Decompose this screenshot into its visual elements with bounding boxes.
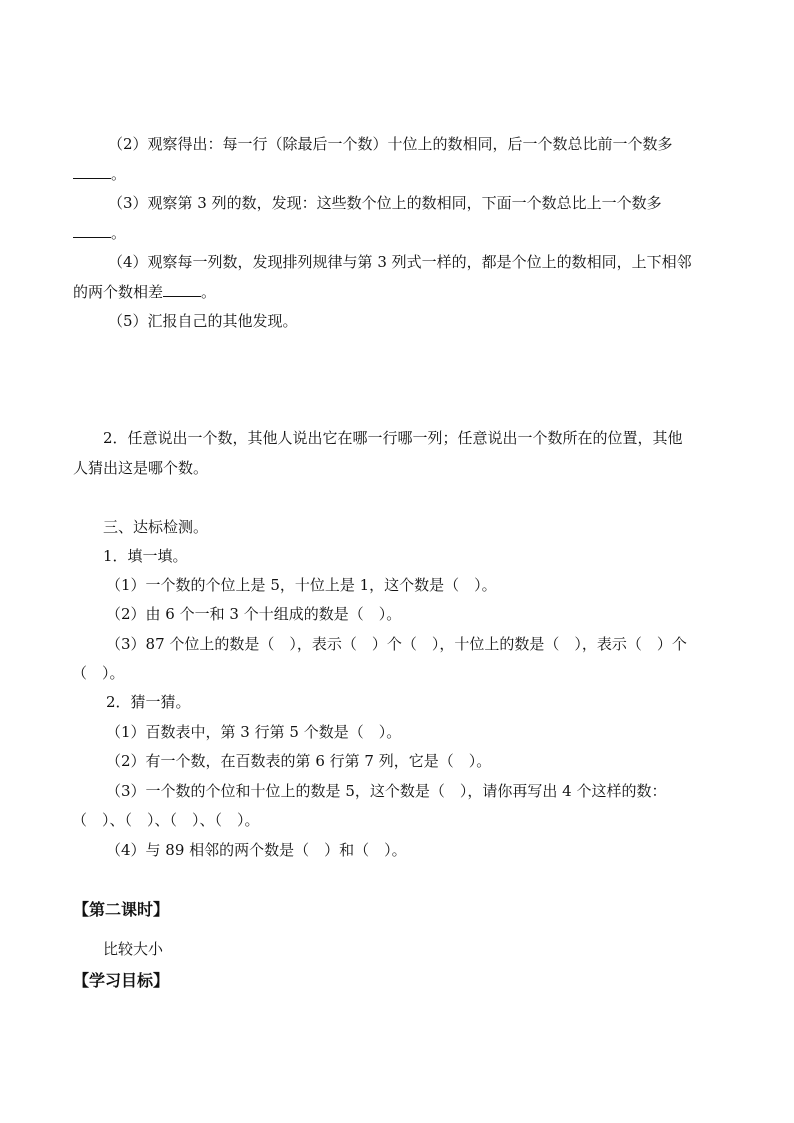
guess-question-1-text: （1）百数表中，第 3 行第 5 个数是（ ）。 — [106, 723, 402, 741]
item-3-line-1 — [0, 192, 794, 214]
item-2-line-2 — [0, 163, 794, 185]
fill-question-3-text-continued: （ ）。 — [72, 664, 125, 682]
guess-question-4-text: （4）与 89 相邻的两个数是（ ）和（ ）。 — [106, 841, 407, 859]
section-3-heading-text: 三、达标检测。 — [103, 518, 209, 536]
section-2-line-1 — [0, 427, 794, 449]
item-3-line-2 — [0, 222, 794, 244]
answer-blank[interactable] — [73, 164, 111, 179]
guess-question-4 — [0, 839, 794, 861]
fill-question-1 — [0, 574, 794, 596]
guess-question-3-line-2 — [0, 809, 794, 831]
item-4-text: （4）观察每一列数，发现排列规律与第 3 列式一样的，都是个位上的数相同，上下相邻 — [108, 253, 692, 271]
lesson-2-topic — [0, 938, 794, 960]
item-4-line-1 — [0, 251, 794, 273]
section-3-heading — [0, 516, 794, 538]
fill-title-text: 1．填一填。 — [103, 547, 188, 565]
period-text: 。 — [111, 165, 127, 183]
item-5-text: （5）汇报自己的其他发现。 — [108, 312, 298, 330]
item-4-line-2 — [0, 281, 794, 303]
fill-question-3-line-2 — [0, 662, 794, 684]
lesson-2-heading-text: 【第二课时】 — [73, 900, 170, 919]
fill-question-2-text: （2）由 6 个一和 3 个十组成的数是（ ）。 — [106, 605, 402, 623]
guess-question-2 — [0, 750, 794, 772]
section-2-line-2 — [0, 457, 794, 479]
answer-blank[interactable] — [163, 282, 201, 297]
section-2-text-continued: 人猜出这是哪个数。 — [73, 459, 209, 477]
section-2-text: 2．任意说出一个数，其他人说出它在哪一行哪一列；任意说出一个数所在的位置，其他 — [103, 429, 683, 447]
guess-question-3-text: （3）一个数的个位和十位上的数是 5，这个数是（ ），请你再写出 4 个这样的数： — [106, 782, 667, 800]
period-text: 。 — [111, 224, 127, 242]
fill-question-2 — [0, 603, 794, 625]
answer-blank[interactable] — [73, 223, 111, 238]
item-3-text: （3）观察第 3 列的数，发现：这些数个位上的数相同，下面一个数总比上一个数多 — [108, 194, 662, 212]
guess-title-text: 2．猜一猜。 — [106, 693, 191, 711]
item-2-line-1 — [0, 133, 794, 155]
guess-question-2-text: （2）有一个数，在百数表的第 6 行第 7 列，它是（ ）。 — [106, 752, 492, 770]
guess-question-1 — [0, 721, 794, 743]
lesson-2-topic-text: 比较大小 — [103, 940, 164, 958]
guess-question-3-line-1 — [0, 780, 794, 802]
lesson-2-heading — [0, 899, 794, 921]
item-5-line — [0, 310, 794, 332]
fill-question-1-text: （1）一个数的个位上是 5，十位上是 1，这个数是（ ）。 — [106, 576, 497, 594]
fill-question-3-line-1 — [0, 633, 794, 655]
guess-title — [0, 691, 794, 713]
period-text: 。 — [201, 283, 217, 301]
fill-question-3-text: （3）87 个位上的数是（ ），表示（ ）个（ ），十位上的数是（ ），表示（ ）个 — [106, 635, 687, 653]
objectives-heading — [0, 970, 794, 992]
fill-title — [0, 545, 794, 567]
guess-question-3-text-continued: （ ）、（ ）、（ ）、（ ）。 — [72, 811, 260, 829]
item-2-text: （2）观察得出：每一行（除最后一个数）十位上的数相同，后一个数总比前一个数多 — [108, 135, 673, 153]
item-4-text-continued: 的两个数相差 — [73, 283, 164, 301]
objectives-heading-text: 【学习目标】 — [73, 971, 170, 990]
